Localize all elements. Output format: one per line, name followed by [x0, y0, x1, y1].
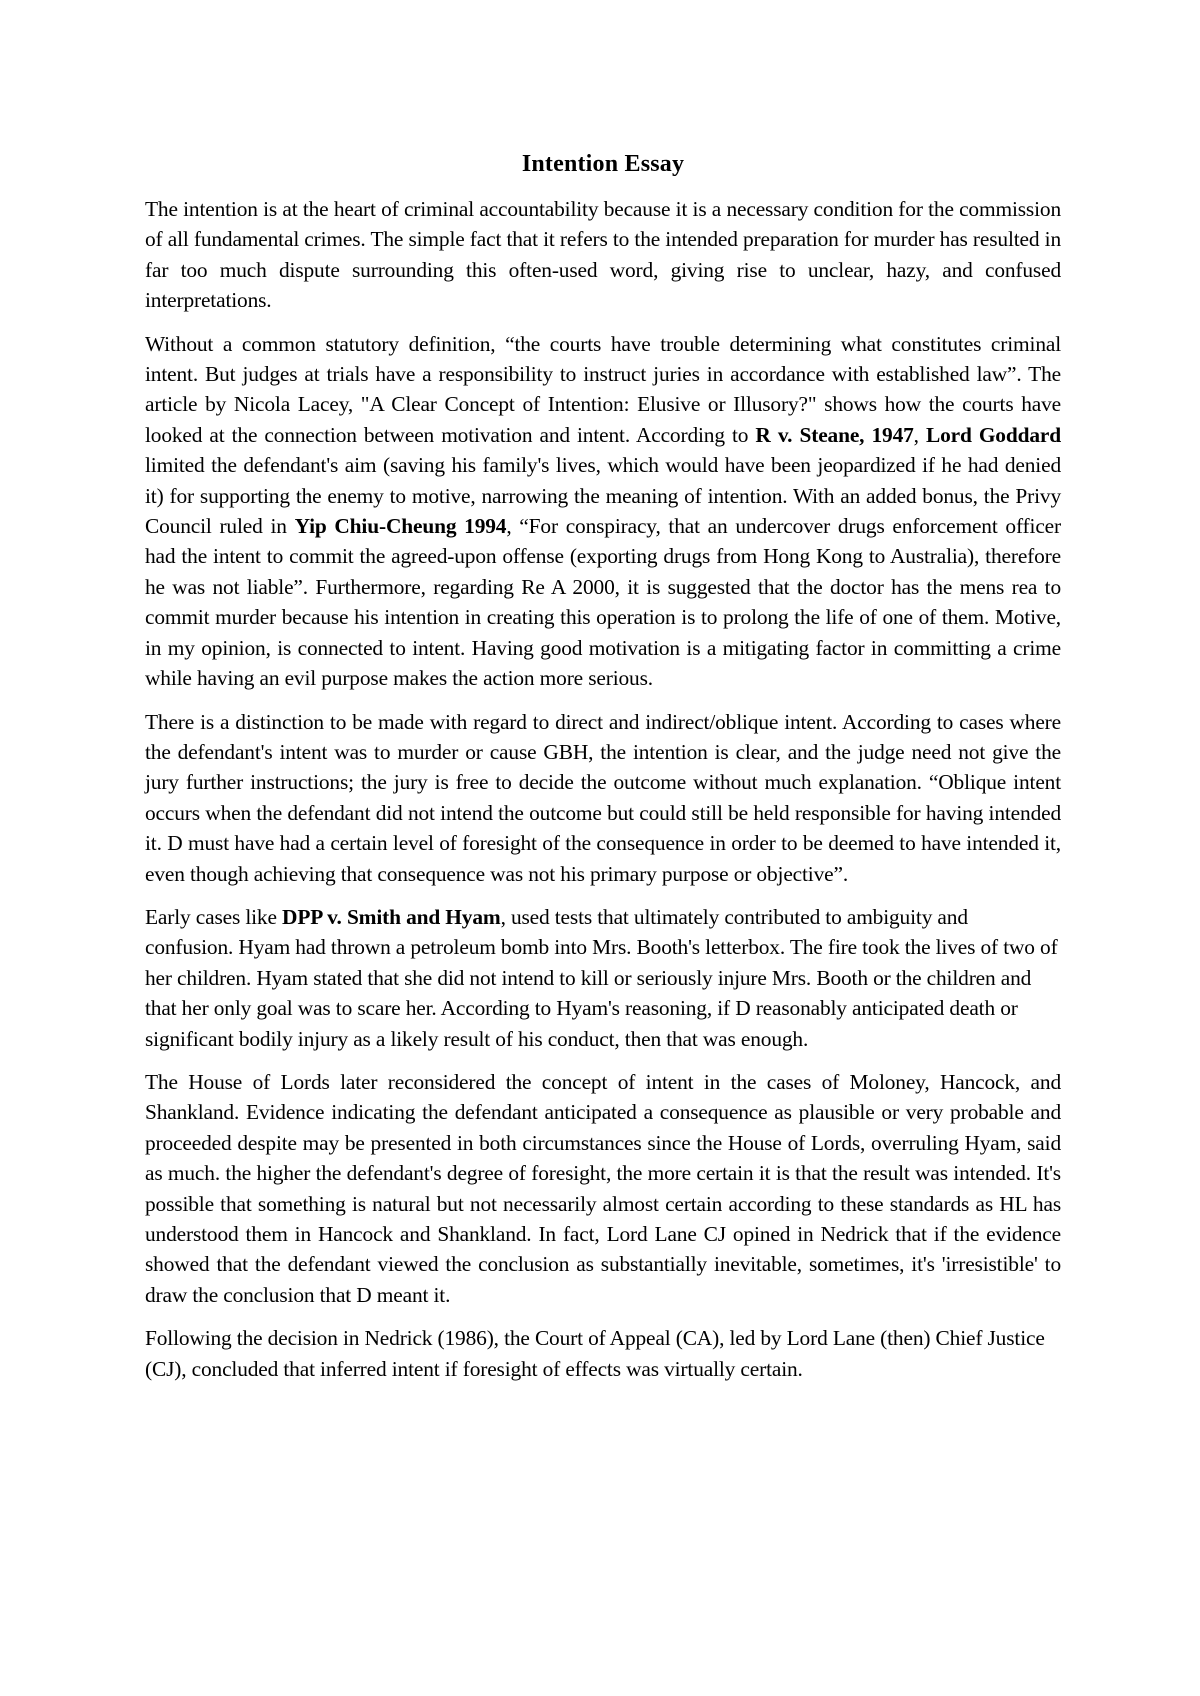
paragraph-2-text-3: limited the defendant's aim (saving his family's lives, which would have been jeopardized if he had denied it) for supporting the enemy to motive, narrowing the meaning of intention. With an added bonus, the Privy Council ruled in	[145, 453, 1061, 539]
case-r-v-steane: R v. Steane, 1947	[755, 422, 914, 447]
paragraph-2-text-4: , “For conspiracy, that an undercover drugs enforcement officer had the intent to commit the agreed-upon offense (exporting drugs from Hong Kong to Australia), therefore he was not liable”. Furthermore, regarding Re A 2000, it is suggested that the doctor has the mens rea to commit murder because his intention in creating this operation is to prolong the life of one of them. Motive, in my opinion, is connected to intent. Having good motivation is a mitigating factor in committing a crime while having an evil purpose makes the action more serious.	[145, 514, 1061, 691]
paragraph-4	[145, 902, 1061, 1054]
paragraph-5: The House of Lords later reconsidered the concept of intent in the cases of Moloney, Hancock, and Shankland. Evidence indicating the defendant anticipated a consequence as plausible or very probable and proceeded despite may be presented in both circumstances since the House of Lords, overruling Hyam, said as much. the higher the defendant's degree of foresight, the more certain it is that the result was intended. It's possible that something is natural but not necessarily almost certain according to these standards as HL has understood them in Hancock and Shankland. In fact, Lord Lane CJ opined in Nedrick that if the evidence showed that the defendant viewed the conclusion as substantially inevitable, sometimes, it's 'irresistible' to draw the conclusion that D meant it.	[145, 1069, 1061, 1307]
judge-lord-goddard: Lord Goddard	[925, 422, 1061, 447]
paragraph-2-text-2: ,	[913, 422, 926, 447]
document-page	[145, 150, 1061, 1397]
document-title: Intention Essay	[521, 151, 685, 177]
paragraph-4-text-1: Early cases like	[145, 904, 283, 929]
paragraph-2	[145, 329, 1061, 694]
paragraph-1: The intention is at the heart of criminal accountability because it is a necessary condition for the commission of all fundamental crimes. The simple fact that it refers to the intended preparation for murder has resulted in far too much dispute surrounding this often-used word, giving rise to unclear, hazy, and confused interpretations.	[145, 197, 1061, 313]
case-yip-chiu-cheung: Yip Chiu-Cheung 1994	[294, 514, 507, 539]
paragraph-4-text-2: , used tests that ultimately contributed to ambiguity and confusion. Hyam had thrown a petroleum bomb into Mrs. Booth's letterbox. The fire took the lives of two of her children. Hyam stated that she did not intend to kill or seriously injure Mrs. Booth or the children and that her only goal was to scare her. According to Hyam's reasoning, if D reasonably anticipated death or significant bodily injury as a likely result of his conduct, then that was enough.	[145, 904, 1058, 1051]
case-dpp-v-smith-and-hyam: DPP v. Smith and Hyam	[282, 904, 501, 929]
paragraph-3: There is a distinction to be made with regard to direct and indirect/oblique intent. According to cases where the defendant's intent was to murder or cause GBH, the intention is clear, and the judge need not give the jury further instructions; the jury is free to decide the outcome without much explanation. “Oblique intent occurs when the defendant did not intend the outcome but could still be held responsible for having intended it. D must have had a certain level of foresight of the consequence in order to be deemed to have intended it, even though achieving that consequence was not his primary purpose or objective”.	[145, 709, 1061, 886]
paragraph-2-text-1: Without a common statutory definition, “the courts have trouble determining what constitutes criminal intent. But judges at trials have a responsibility to instruct juries in accordance with established law”. The article by Nicola Lacey, "A Clear Concept of Intention: Elusive or Illusory?" shows how the courts have looked at the connection between motivation and intent. According to	[145, 331, 1061, 447]
paragraph-6: Following the decision in Nedrick (1986), the Court of Appeal (CA), led by Lord Lane (then) Chief Justice (CJ), concluded that inferred intent if foresight of effects was virtually certain.	[145, 1326, 1045, 1381]
